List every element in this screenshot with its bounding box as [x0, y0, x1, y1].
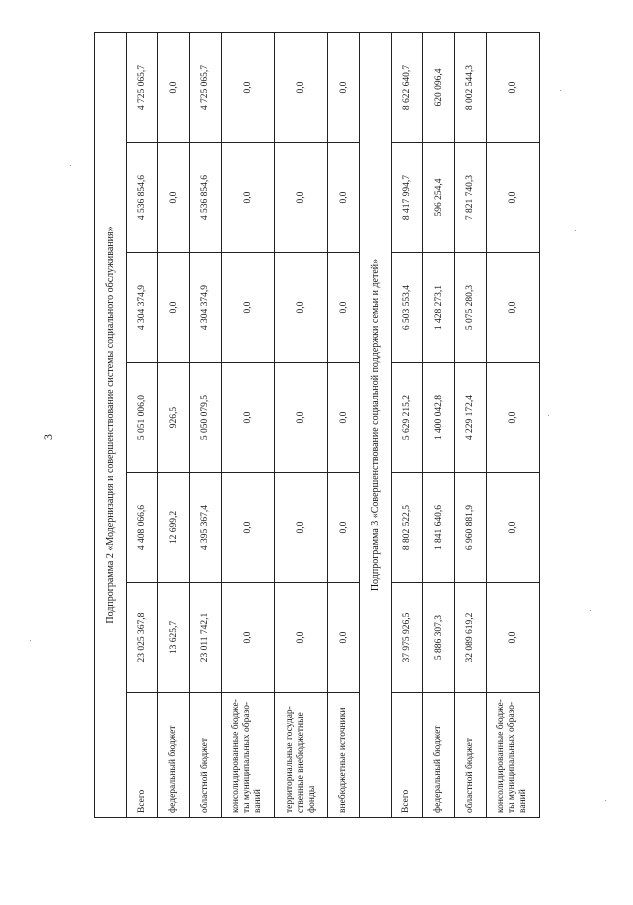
value-cell: 4 725 065,7	[190, 33, 222, 143]
value-cell: 23 025 367,8	[126, 583, 158, 693]
value-cell: 926,5	[158, 363, 190, 473]
value-cell: 0,0	[328, 33, 360, 143]
value-cell: 0,0	[328, 583, 360, 693]
row-label: Всего	[391, 693, 423, 818]
table-row	[190, 33, 222, 818]
value-cell: 596 254,4	[423, 143, 455, 253]
value-cell: 0,0	[328, 363, 360, 473]
value-cell: 8 417 994,7	[391, 143, 423, 253]
table-row	[158, 33, 190, 818]
value-cell: 0,0	[221, 363, 274, 473]
table-row	[486, 33, 539, 818]
table-row	[455, 33, 487, 818]
subprogram-title: Подпрограмма 2 «Модернизация и совершенствование системы социального обслуживания»	[95, 33, 127, 818]
value-cell: 4 725 065,7	[126, 33, 158, 143]
table-row	[221, 33, 274, 818]
row-label: внебюджетные источники	[328, 693, 360, 818]
row-label: областной бюджет	[190, 693, 222, 818]
row-label: Всего	[126, 693, 158, 818]
row-label: территориальные государ-ственные внебюджетные фонды	[275, 693, 328, 818]
value-cell: 620 096,4	[423, 33, 455, 143]
value-cell: 0,0	[328, 253, 360, 363]
value-cell: 0,0	[275, 33, 328, 143]
value-cell: 4 536 854,6	[190, 143, 222, 253]
value-cell: 8 622 640,7	[391, 33, 423, 143]
table-row	[275, 33, 328, 818]
value-cell: 0,0	[328, 143, 360, 253]
value-cell: 12 699,2	[158, 473, 190, 583]
value-cell: 4 395 367,4	[190, 473, 222, 583]
value-cell: 0,0	[486, 473, 539, 583]
value-cell: 13 625,7	[158, 583, 190, 693]
value-cell: 0,0	[486, 253, 539, 363]
value-cell: 0,0	[158, 253, 190, 363]
scan-speck	[590, 610, 591, 611]
subprogram-header-row	[95, 33, 127, 818]
table-row	[328, 33, 360, 818]
value-cell: 5 051 006,0	[126, 363, 158, 473]
row-label: консолидированные бюдже-ты муниципальных образо-ваний	[486, 693, 539, 818]
page-number: 3	[41, 434, 55, 440]
value-cell: 1 841 640,6	[423, 473, 455, 583]
value-cell: 23 011 742,1	[190, 583, 222, 693]
value-cell: 0,0	[275, 253, 328, 363]
scan-speck	[548, 415, 549, 416]
value-cell: 6 503 553,4	[391, 253, 423, 363]
value-cell: 0,0	[275, 473, 328, 583]
value-cell: 0,0	[486, 143, 539, 253]
value-cell: 0,0	[221, 253, 274, 363]
value-cell: 0,0	[328, 473, 360, 583]
value-cell: 4 304 374,9	[190, 253, 222, 363]
subprogram-header-row	[359, 33, 391, 818]
funding-table	[94, 32, 540, 818]
value-cell: 0,0	[486, 33, 539, 143]
value-cell: 7 821 740,3	[455, 143, 487, 253]
value-cell: 4 304 374,9	[126, 253, 158, 363]
value-cell: 6 960 881,9	[455, 473, 487, 583]
value-cell: 0,0	[158, 33, 190, 143]
value-cell: 0,0	[221, 33, 274, 143]
table-row	[391, 33, 423, 818]
value-cell: 5 629 215,2	[391, 363, 423, 473]
table-row	[423, 33, 455, 818]
value-cell: 4 408 066,6	[126, 473, 158, 583]
value-cell: 1 428 273,1	[423, 253, 455, 363]
table-row	[126, 33, 158, 818]
value-cell: 0,0	[275, 583, 328, 693]
value-cell: 8 002 544,3	[455, 33, 487, 143]
row-label: консолидированные бюдже-ты муниципальных образо-ваний	[221, 693, 274, 818]
row-label: федеральный бюджет	[423, 693, 455, 818]
row-label: федеральный бюджет	[158, 693, 190, 818]
value-cell: 0,0	[221, 143, 274, 253]
value-cell: 0,0	[275, 143, 328, 253]
scan-speck	[605, 800, 606, 801]
value-cell: 8 802 522,5	[391, 473, 423, 583]
value-cell: 5 886 307,3	[423, 583, 455, 693]
value-cell: 4 536 854,6	[126, 143, 158, 253]
value-cell: 0,0	[221, 583, 274, 693]
subprogram-title: Подпрограмма 3 «Совершенствование социальной поддержки семьи и детей»	[359, 33, 391, 818]
value-cell: 1 400 042,8	[423, 363, 455, 473]
scan-speck	[575, 230, 576, 231]
value-cell: 0,0	[275, 363, 328, 473]
value-cell: 32 089 619,2	[455, 583, 487, 693]
value-cell: 0,0	[158, 143, 190, 253]
value-cell: 0,0	[221, 473, 274, 583]
value-cell: 0,0	[486, 363, 539, 473]
scan-speck	[70, 165, 71, 166]
rotated-page-content	[94, 33, 540, 818]
value-cell: 5 075 280,3	[455, 253, 487, 363]
value-cell: 4 229 172,4	[455, 363, 487, 473]
value-cell: 5 050 079,5	[190, 363, 222, 473]
row-label: областной бюджет	[455, 693, 487, 818]
value-cell: 0,0	[486, 583, 539, 693]
scan-speck	[30, 640, 31, 641]
scan-speck	[560, 90, 561, 91]
value-cell: 37 975 926,5	[391, 583, 423, 693]
